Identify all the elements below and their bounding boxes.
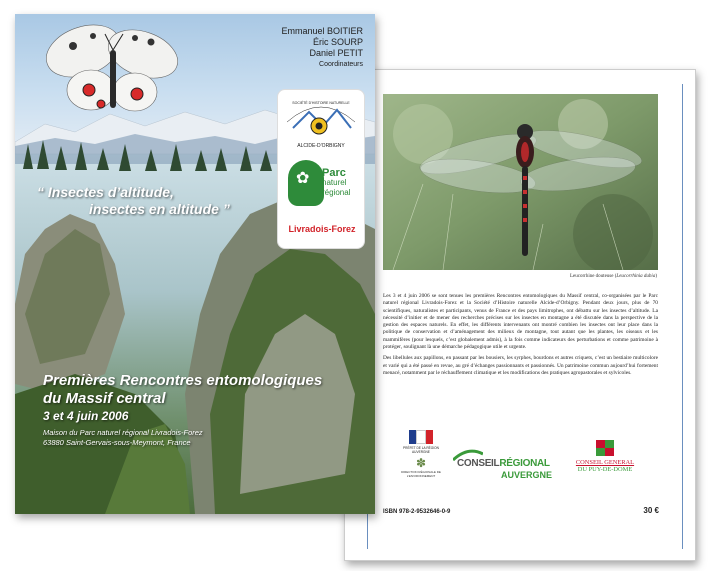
dragonfly-illustration: [383, 94, 658, 270]
isbn-number: ISBN 978-2-9532646-0-9: [383, 509, 451, 515]
prefecture-logo: PRÉFET DE LA RÉGION AUVERGNE ✽ DIRECTION RÉGIONALE DE L’ENVIRONNEMENT: [399, 430, 443, 484]
puy-de-dome-emblem-icon: [596, 440, 614, 456]
event-venue: Maison du Parc naturel régional Livradois-Forez 63880 Saint-Gervais-sous-Meymont, France: [43, 428, 203, 447]
coordinators-label: Coordinateurs: [319, 61, 363, 68]
tagline: “ Insectes d’altitude, insectes en altitude ”: [37, 184, 230, 217]
park-name-livradois: Livradois-Forez: [288, 224, 356, 234]
dragonfly-photo: [383, 94, 658, 270]
back-cover-text: [383, 293, 658, 381]
conseil-general-puy-de-dome-logo: CONSEIL GENERAL DU PUY-DE-DOME: [573, 440, 637, 484]
price: 30 €: [643, 506, 659, 515]
alcide-dorbigny-logo-icon: [279, 92, 363, 152]
photo-caption: Leucorrhine douteuse (Leucorrhinia dubia): [570, 274, 657, 279]
author-2: Éric SOURP: [312, 37, 363, 47]
paragraph-2: Des libellules aux papillons, en passant par les bousiers, les syrphes, bourdons et autres criquets, c’est un bestiaire multicolore et varié qui a été passé en revue, au gré d’échanges passionnants et passionnés. Un patrimoine commun aujourd’hui fortement menacé, notamment par le réchauffement climatique et les modifications des pratiques agropastorales et sylvicoles.: [383, 355, 658, 376]
event-dates: 3 et 4 juin 2006: [43, 409, 129, 423]
authors-block: [281, 26, 363, 70]
conseil-regional-auvergne-logo: CONSEILRÉGIONAL AUVERGNE: [453, 448, 565, 482]
book-title: Premières Rencontres entomologiques du Massif central: [43, 372, 323, 407]
paragraph-1: Les 3 et 4 juin 2006 se sont tenues les premières Rencontres entomologiques du Massif central, co-organisées par le Parc naturel régional Livradois-Forez et la Société d’Histoire naturelle Alcide-d’Orbigny. Pendant deux jours, plus de 70 scientifiques, naturalistes et participants, venus de France et des pays limitrophes, ont débattu sur les insectes d’altitude. La nécessité d’initier et de mener des recherches précises sur les insectes en montagne a été discutée dans la perspective de la gestion des espaces naturels. En effet, les différents intervenants ont montré combien les insectes ont leur place dans la politique de conservation et d’aménagement des milieux de montagne, tout autant que les plantes, les oiseaux et les mammifères (pour lesquels, c’est globalement admis), à la fois comme indicateurs des perturbations et comme patrimoine à protéger, soulignant là une démarche pédagogique utile et urgente.: [383, 293, 658, 351]
back-cover: [344, 69, 696, 561]
tree-icon: ✽: [415, 456, 427, 470]
partner-logos-panel: [277, 89, 365, 249]
author-1: Emmanuel BOITIER: [281, 26, 363, 36]
apollo-butterfly-icon: [43, 16, 183, 126]
park-leaf-icon: ✿: [288, 160, 324, 206]
svg-text:ALCIDE-D’ORBIGNY: ALCIDE-D’ORBIGNY: [297, 143, 345, 149]
svg-text:SOCIÉTÉ D’HISTOIRE NATURELLE: SOCIÉTÉ D’HISTOIRE NATURELLE: [292, 101, 350, 105]
park-name-block: Parc naturel régional: [322, 167, 351, 197]
author-3: Daniel PETIT: [309, 48, 363, 58]
front-cover: [15, 14, 375, 514]
